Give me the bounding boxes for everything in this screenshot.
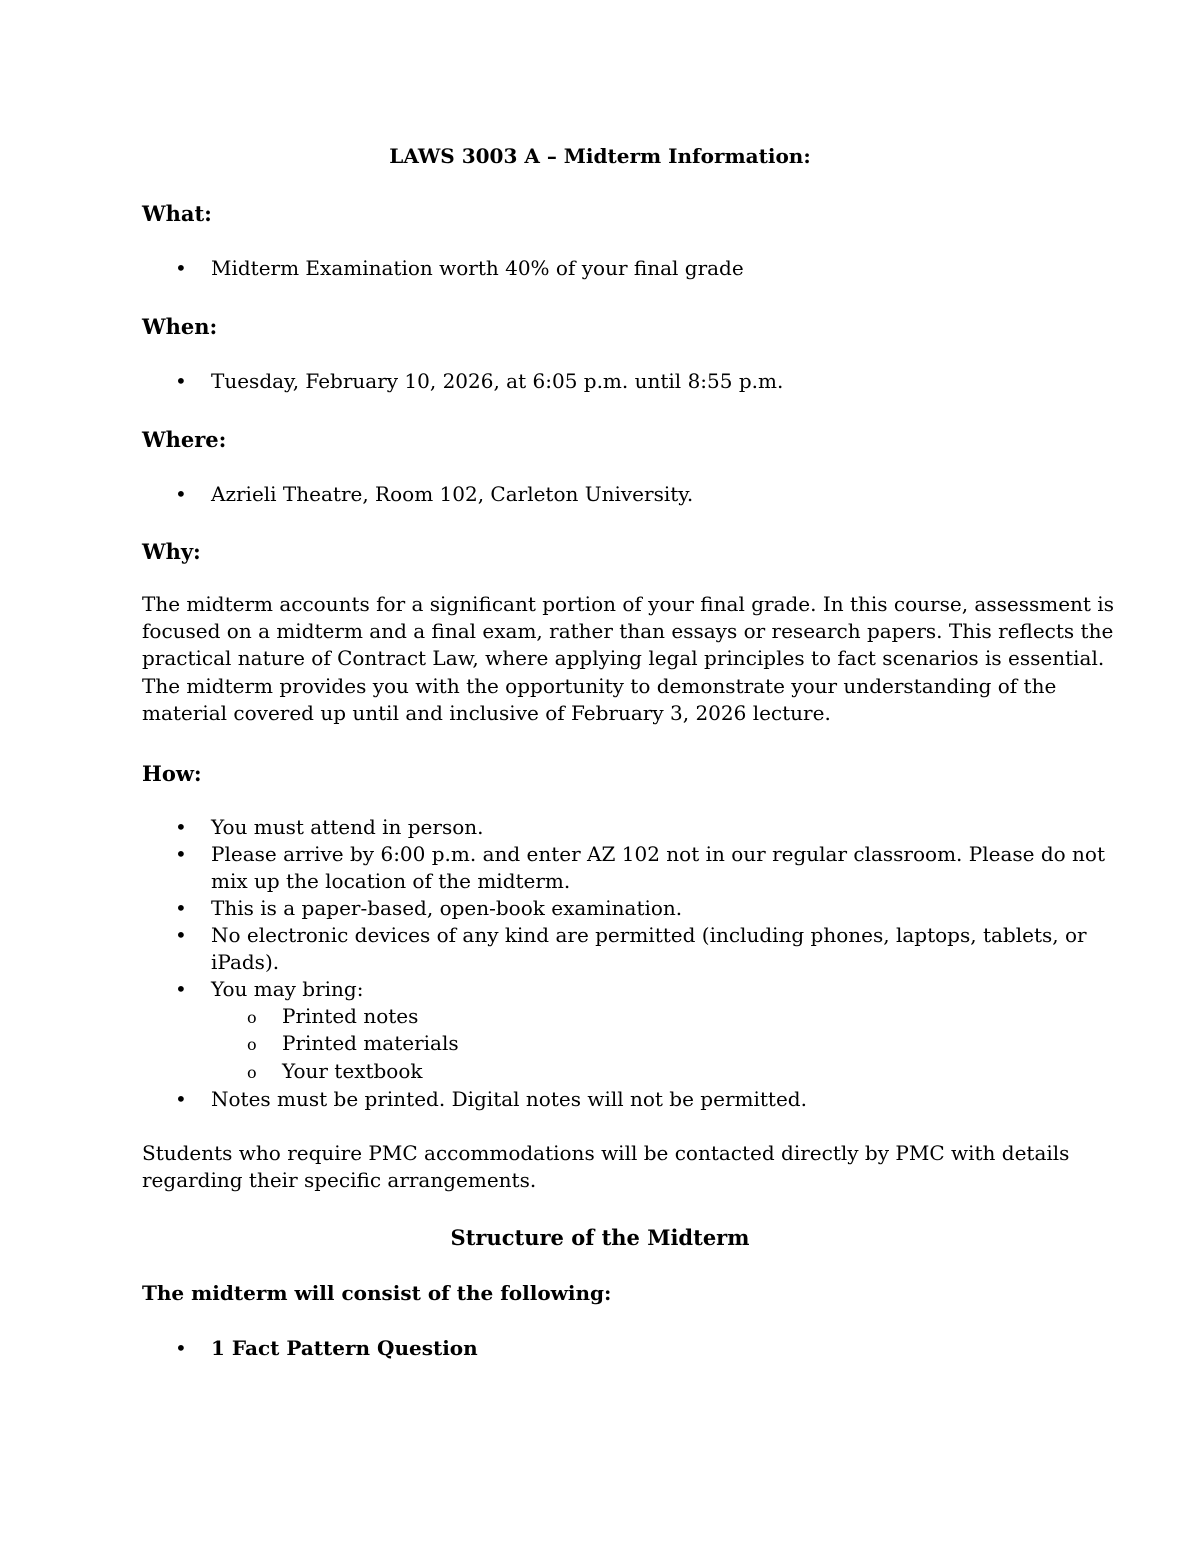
how-heading: How: [142, 761, 202, 786]
bullet-icon: • [175, 815, 187, 839]
what-item: Midterm Examination worth 40% of your final grade [211, 256, 744, 280]
bullet-icon: • [175, 369, 187, 393]
what-heading: What: [142, 201, 212, 226]
pmc-line: regarding their specific arrangements. [142, 1168, 537, 1193]
bring-item: Your textbook [282, 1059, 423, 1083]
how-item: Notes must be printed. Digital notes will not be permitted. [211, 1087, 807, 1111]
bullet-icon: • [175, 842, 187, 866]
why-paragraph [142, 591, 1114, 727]
sub-bullet-icon: o [247, 1035, 257, 1054]
bullet-icon: • [175, 482, 187, 506]
structure-heading: Structure of the Midterm [450, 1225, 750, 1250]
why-line: The midterm accounts for a significant portion of your final grade. In this course, assessment is [142, 592, 1114, 616]
structure-item: 1 Fact Pattern Question [211, 1336, 478, 1360]
when-heading: When: [142, 314, 218, 339]
sub-bullet-icon: o [247, 1008, 257, 1027]
pmc-line: Students who require PMC accommodations will be contacted directly by PMC with details [142, 1141, 1070, 1165]
structure-intro: The midterm will consist of the following: [142, 1281, 612, 1305]
why-heading: Why: [142, 539, 201, 564]
sub-bullet-icon: o [247, 1063, 257, 1082]
bullet-icon: • [175, 896, 187, 920]
why-line: practical nature of Contract Law, where applying legal principles to fact scenarios is essential. [142, 646, 1105, 671]
how-item-cont: mix up the location of the midterm. [211, 869, 571, 893]
how-item-cont: iPads). [211, 950, 280, 974]
bullet-icon: • [175, 923, 187, 947]
where-heading: Where: [142, 427, 227, 452]
pmc-paragraph [142, 1140, 1070, 1194]
why-line: focused on a midterm and a final exam, rather than essays or research papers. This reflects the [142, 619, 1114, 644]
page-title: LAWS 3003 A – Midterm Information: [389, 144, 811, 168]
bullet-icon: • [175, 1336, 187, 1360]
how-item: You must attend in person. [211, 815, 484, 839]
bring-item: Printed notes [282, 1004, 419, 1028]
where-item: Azrieli Theatre, Room 102, Carleton University. [211, 482, 694, 506]
how-item: Please arrive by 6:00 p.m. and enter AZ 102 not in our regular classroom. Please do not [211, 842, 1105, 866]
when-item: Tuesday, February 10, 2026, at 6:05 p.m. until 8:55 p.m. [211, 369, 784, 393]
bullet-icon: • [175, 977, 187, 1001]
bullet-icon: • [175, 256, 187, 280]
bullet-icon: • [175, 1087, 187, 1111]
why-line: The midterm provides you with the opportunity to demonstrate your understanding of the [142, 673, 1057, 698]
bring-item: Printed materials [282, 1031, 459, 1055]
how-item: This is a paper-based, open-book examination. [211, 896, 683, 920]
how-item: No electronic devices of any kind are permitted (including phones, laptops, tablets, or [211, 923, 1087, 947]
how-item: You may bring: [211, 977, 364, 1001]
why-line: material covered up until and inclusive of February 3, 2026 lecture. [142, 700, 831, 725]
